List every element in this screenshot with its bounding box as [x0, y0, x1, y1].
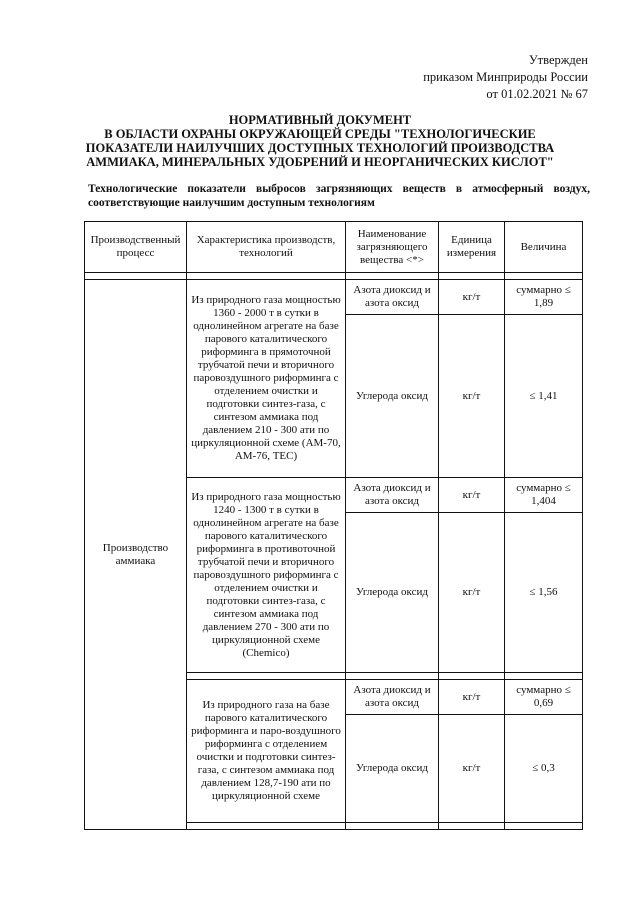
substance-cell: Углерода оксид	[346, 715, 439, 823]
title-line-2: В ОБЛАСТИ ОХРАНЫ ОКРУЖАЮЩЕЙ СРЕДЫ "ТЕХНОЛОГИЧЕСКИЕ	[104, 127, 536, 141]
table-header-row	[85, 222, 583, 273]
spacer-cell	[187, 273, 346, 280]
header-unit: Единица измерения	[439, 222, 505, 273]
header-value: Величина	[505, 222, 583, 273]
title-line-3: ПОКАЗАТЕЛИ НАИЛУЧШИХ ДОСТУПНЫХ ТЕХНОЛОГИЙ ПРОИЗВОДСТВА	[85, 141, 555, 155]
approval-line-2: приказом Минприроды России	[423, 70, 588, 84]
value-cell: ≤ 0,3	[505, 715, 583, 823]
spacer-cell	[439, 673, 505, 680]
substance-cell: Азота диоксид и азота оксид	[346, 280, 439, 315]
document-title	[60, 113, 580, 169]
approval-stamp	[423, 52, 588, 103]
spacer-cell	[187, 673, 346, 680]
table-row	[85, 280, 583, 315]
substance-cell: Азота диоксид и азота оксид	[346, 680, 439, 715]
header-gap-row	[85, 273, 583, 280]
unit-cell: кг/т	[439, 715, 505, 823]
approval-line-3: от 01.02.2021 № 67	[486, 87, 588, 101]
unit-cell: кг/т	[439, 680, 505, 715]
header-process: Производственный процесс	[85, 222, 187, 273]
header-substance: Наименование загрязняющего вещества <*>	[346, 222, 439, 273]
spacer-cell	[505, 673, 583, 680]
spacer-cell	[346, 273, 439, 280]
characteristic-cell: Из природного газа мощностью 1240 - 1300 т в сутки в однолинейном агрегате на базе парового каталитического риформинга в противоточной трубчатой печи и вторичного паровоздушного риформинга с отделением очистки и подготовки синтез-газа, с синтезом аммиака под давлением 270 - 300 ати по циркуляционной схеме (Chemico)	[187, 478, 346, 673]
header-characteristic: Характеристика производств, технологий	[187, 222, 346, 273]
value-cell: ≤ 1,41	[505, 315, 583, 478]
approval-line-1: Утвержден	[528, 53, 588, 67]
unit-cell: кг/т	[439, 513, 505, 673]
unit-cell: кг/т	[439, 280, 505, 315]
substance-cell: Азота диоксид и азота оксид	[346, 478, 439, 513]
process-cell: Производство аммиака	[85, 280, 187, 830]
spacer-cell	[346, 673, 439, 680]
title-line-4: АММИАКА, МИНЕРАЛЬНЫХ УДОБРЕНИЙ И НЕОРГАНИЧЕСКИХ КИСЛОТ"	[86, 155, 554, 169]
spacer-cell	[439, 273, 505, 280]
spacer-cell	[187, 823, 346, 830]
title-line-1: НОРМАТИВНЫЙ ДОКУМЕНТ	[228, 113, 412, 127]
characteristic-cell: Из природного газа мощностью 1360 - 2000 т в сутки в однолинейном агрегате на базе парового каталитического риформинга в прямоточной трубчатой печи и вторичного паровоздушного риформинга с отделением очистки и подготовки синтез-газа, с синтезом аммиака под давлением 210 - 300 ати по циркуляционной схеме (АМ-70, АМ-76, ТЕС)	[187, 280, 346, 478]
substance-cell: Углерода оксид	[346, 315, 439, 478]
value-cell: суммарно ≤ 1,404	[505, 478, 583, 513]
value-cell: ≤ 1,56	[505, 513, 583, 673]
value-cell: суммарно ≤ 1,89	[505, 280, 583, 315]
spacer-cell	[505, 273, 583, 280]
unit-cell: кг/т	[439, 478, 505, 513]
spacer-cell	[505, 823, 583, 830]
section-subtitle: Технологические показатели выбросов загрязняющих веществ в атмосферный воздух, соответствующие наилучшим доступным технологиям	[88, 183, 590, 209]
spacer-cell	[346, 823, 439, 830]
characteristic-cell: Из природного газа на базе парового каталитического риформинга и паро-воздушного риформинга с отделением очистки и подготовки синтез-газа, с синтезом аммиака под давлением 128,7-190 ати по циркуляционной схеме	[187, 680, 346, 823]
indicators-table	[84, 221, 583, 830]
spacer-cell	[85, 273, 187, 280]
value-cell: суммарно ≤ 0,69	[505, 680, 583, 715]
substance-cell: Углерода оксид	[346, 513, 439, 673]
spacer-cell	[439, 823, 505, 830]
unit-cell: кг/т	[439, 315, 505, 478]
